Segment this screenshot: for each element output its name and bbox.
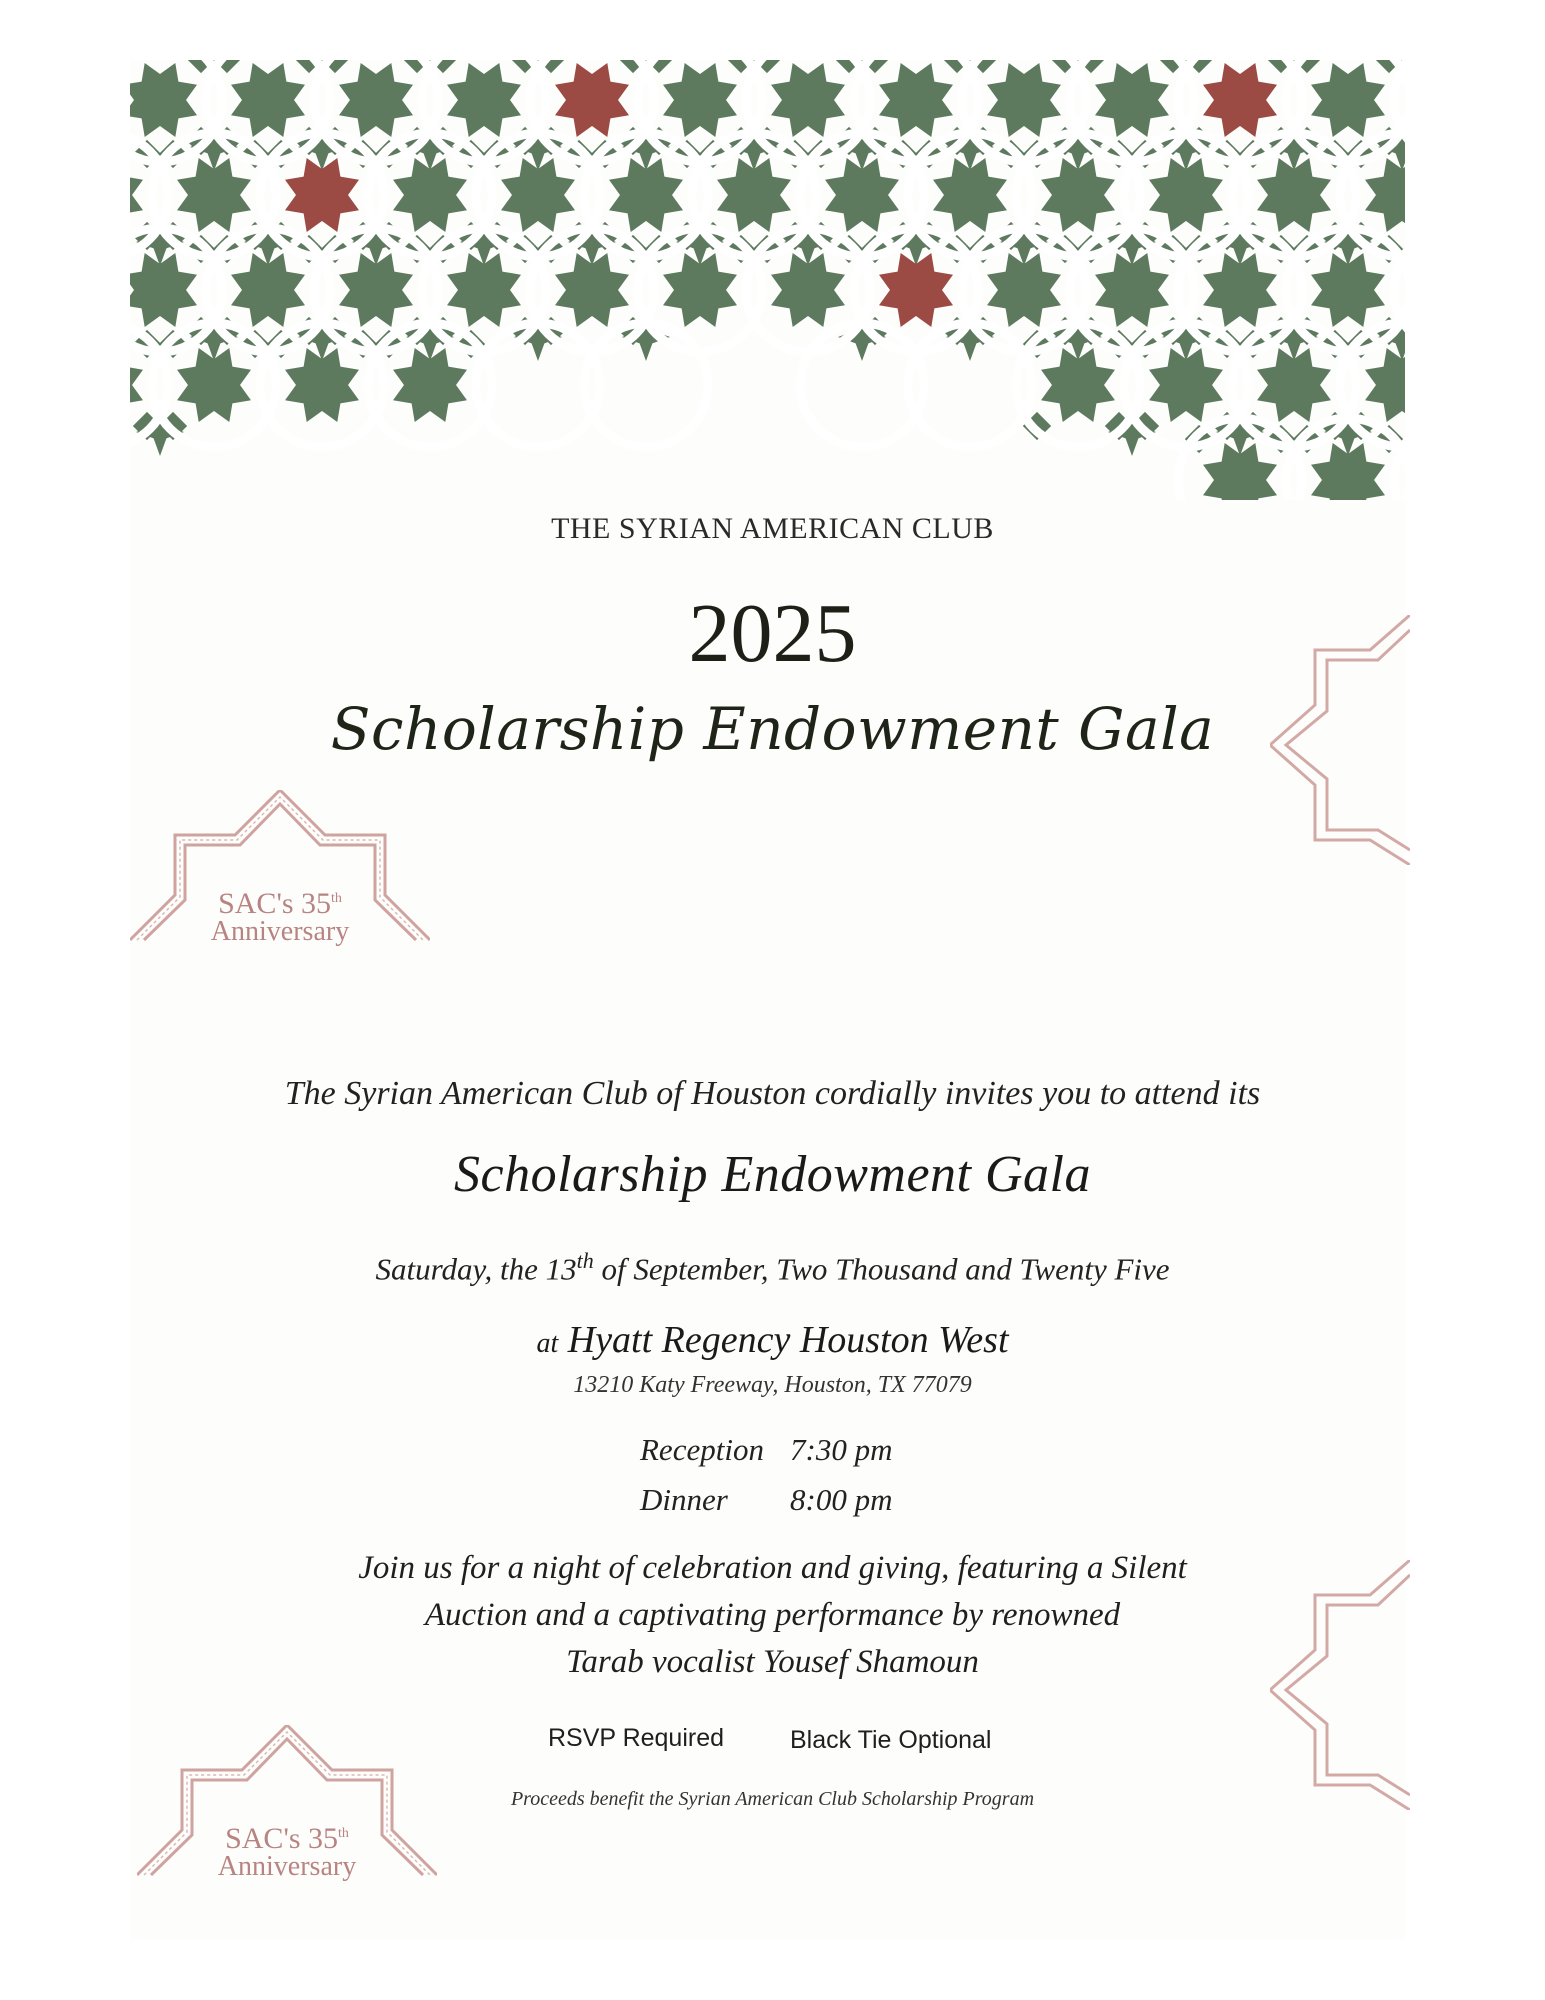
green-star-tile: [1365, 348, 1405, 422]
dress-code-note: Black Tie Optional: [790, 1726, 992, 1754]
venue-address: 13210 Katy Freeway, Houston, TX 77079: [573, 1372, 972, 1398]
green-star-tile: [1311, 253, 1385, 327]
green-star-tile: [393, 348, 467, 422]
green-star-tile: [663, 63, 737, 137]
green-star-tile: [1095, 253, 1169, 327]
badge-line1: SAC's 35th: [218, 887, 342, 920]
badge-line2: Anniversary: [210, 916, 350, 947]
event-date: Saturday, the 13th of September, Two Thousand and Twenty Five: [375, 1248, 1170, 1287]
green-star-tile: [771, 63, 845, 137]
green-star-tile: [231, 63, 305, 137]
green-star-tile: [1203, 253, 1277, 327]
schedule-reception-time: 7:30 pm: [790, 1432, 893, 1467]
green-star-tile: [1041, 348, 1115, 422]
event-name: Scholarship Endowment Gala: [454, 1146, 1091, 1203]
anniversary-badge-top: [130, 790, 430, 970]
star-outline-ornament-top-right: [1270, 615, 1410, 865]
green-star-tile: [1365, 158, 1405, 232]
green-star-tile: [933, 158, 1007, 232]
green-star-tile: [1311, 63, 1385, 137]
green-star-tile: [609, 158, 683, 232]
badge-line1: SAC's 35th: [225, 1822, 349, 1855]
schedule-dinner-label: Dinner: [640, 1482, 728, 1517]
green-star-tile: [1149, 348, 1223, 422]
description-line: Tarab vocalist Yousef Shamoun: [566, 1644, 979, 1680]
invitation-intro: The Syrian American Club of Houston cordially invites you to attend its: [284, 1075, 1261, 1112]
red-star-tile: [555, 63, 629, 137]
red-star-tile: [879, 253, 953, 327]
event-year: 2025: [688, 587, 857, 680]
red-star-tile: [1203, 63, 1277, 137]
red-star-tile: [285, 158, 359, 232]
green-star-tile: [130, 253, 197, 327]
green-star-tile: [1149, 158, 1223, 232]
green-star-tile: [1041, 158, 1115, 232]
green-star-tile: [825, 158, 899, 232]
green-star-tile: [1257, 158, 1331, 232]
green-star-tile: [555, 253, 629, 327]
green-star-tile: [771, 253, 845, 327]
green-star-tile: [1257, 348, 1331, 422]
green-star-tile: [231, 253, 305, 327]
rsvp-note: RSVP Required: [548, 1724, 725, 1752]
description-line: Auction and a captivating performance by renowned: [424, 1597, 1121, 1633]
green-star-tile: [987, 253, 1061, 327]
green-star-tile: [663, 253, 737, 327]
badge-line2: Anniversary: [217, 1851, 357, 1882]
club-name: THE SYRIAN AMERICAN CLUB: [551, 512, 994, 545]
event-venue: at Hyatt Regency Houston West: [536, 1319, 1009, 1361]
green-star-tile: [339, 63, 413, 137]
green-star-tile: [879, 63, 953, 137]
green-star-tile: [717, 158, 791, 232]
schedule-reception-label: Reception: [640, 1432, 764, 1467]
schedule-dinner-time: 8:00 pm: [790, 1482, 893, 1517]
green-star-tile: [130, 348, 143, 422]
event-title-script: Scholarship Endowment Gala: [330, 695, 1215, 763]
proceeds-note: Proceeds benefit the Syrian American Club Scholarship Program: [510, 1788, 1035, 1810]
green-star-tile: [393, 158, 467, 232]
green-star-tile: [177, 158, 251, 232]
description-line: Join us for a night of celebration and giving, featuring a Silent: [358, 1550, 1187, 1586]
green-star-tile: [501, 158, 575, 232]
green-star-tile: [285, 348, 359, 422]
green-star-tile: [447, 63, 521, 137]
geometric-pattern-banner: [130, 60, 1405, 500]
green-star-tile: [339, 253, 413, 327]
green-star-tile: [177, 348, 251, 422]
green-star-tile: [987, 63, 1061, 137]
green-star-tile: [130, 63, 197, 137]
green-star-tile: [1095, 63, 1169, 137]
anniversary-badge-bottom: [137, 1725, 437, 1905]
green-star-tile: [130, 158, 143, 232]
event-description: [0, 1545, 1545, 1686]
green-star-tile: [447, 253, 521, 327]
